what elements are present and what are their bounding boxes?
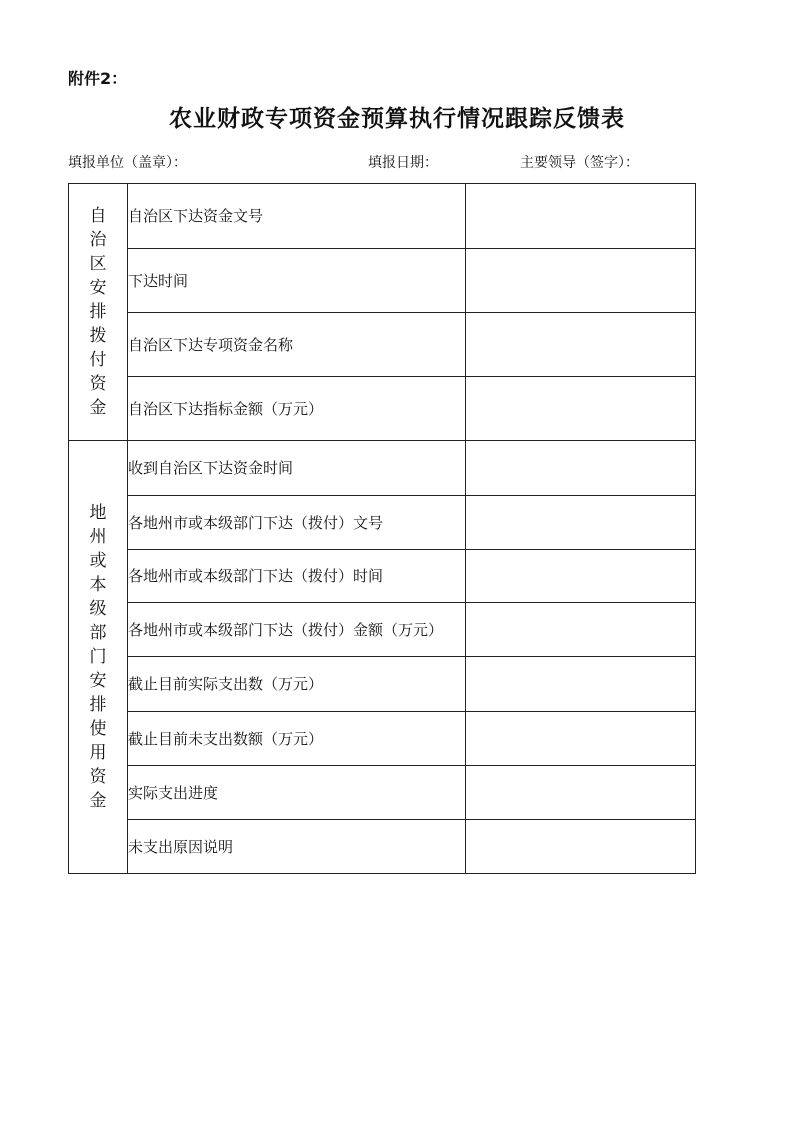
- value-cell[interactable]: [466, 496, 696, 550]
- fill-date-label: 填报日期：: [368, 155, 438, 171]
- page-title: 农业财政专项资金预算执行情况跟踪反馈表: [169, 105, 625, 132]
- table-row: [69, 550, 696, 603]
- row-label: 自治区下达资金文号: [128, 184, 466, 249]
- section-heading-text: 自治区安排拨付资金: [89, 206, 107, 418]
- row-label: 各地州市或本级部门下达（拨付）文号: [128, 496, 466, 550]
- value-cell[interactable]: [466, 712, 696, 766]
- value-cell[interactable]: [466, 766, 696, 820]
- feedback-table: [68, 183, 696, 874]
- row-label: 各地州市或本级部门下达（拨付）金额（万元）: [128, 603, 466, 657]
- value-cell[interactable]: [466, 657, 696, 712]
- value-cell[interactable]: [466, 550, 696, 603]
- section-heading-local-funds: [69, 441, 128, 874]
- table-row: [69, 712, 696, 766]
- value-cell[interactable]: [466, 313, 696, 377]
- value-cell[interactable]: [466, 603, 696, 657]
- row-label: 下达时间: [128, 249, 466, 313]
- attachment-label: 附件2：: [68, 69, 128, 88]
- row-label: 截止目前实际支出数（万元）: [128, 657, 466, 712]
- table-row: [69, 603, 696, 657]
- table-row: [69, 377, 696, 441]
- row-label: 截止目前未支出数额（万元）: [128, 712, 466, 766]
- row-label: 自治区下达指标金额（万元）: [128, 377, 466, 441]
- row-label: 各地州市或本级部门下达（拨付）时间: [128, 550, 466, 603]
- table-row: [69, 313, 696, 377]
- value-cell[interactable]: [466, 377, 696, 441]
- leader-signature-label: 主要领导（签字）：: [520, 155, 639, 171]
- row-label: 实际支出进度: [128, 766, 466, 820]
- table-row: [69, 249, 696, 313]
- row-label: 收到自治区下达资金时间: [128, 441, 466, 496]
- table-row: [69, 184, 696, 249]
- section-heading-region-funds: [69, 184, 128, 441]
- table-row: [69, 496, 696, 550]
- table-row: [69, 766, 696, 820]
- table-row: [69, 657, 696, 712]
- row-label: 未支出原因说明: [128, 820, 466, 874]
- fill-unit-label: 填报单位（盖章）：: [68, 155, 187, 171]
- value-cell[interactable]: [466, 820, 696, 874]
- value-cell[interactable]: [466, 184, 696, 249]
- table-row: [69, 441, 696, 496]
- row-label: 自治区下达专项资金名称: [128, 313, 466, 377]
- section-heading-text: 地州或本级部门安排使用资金: [89, 503, 107, 811]
- value-cell[interactable]: [466, 249, 696, 313]
- value-cell[interactable]: [466, 441, 696, 496]
- table-row: [69, 820, 696, 874]
